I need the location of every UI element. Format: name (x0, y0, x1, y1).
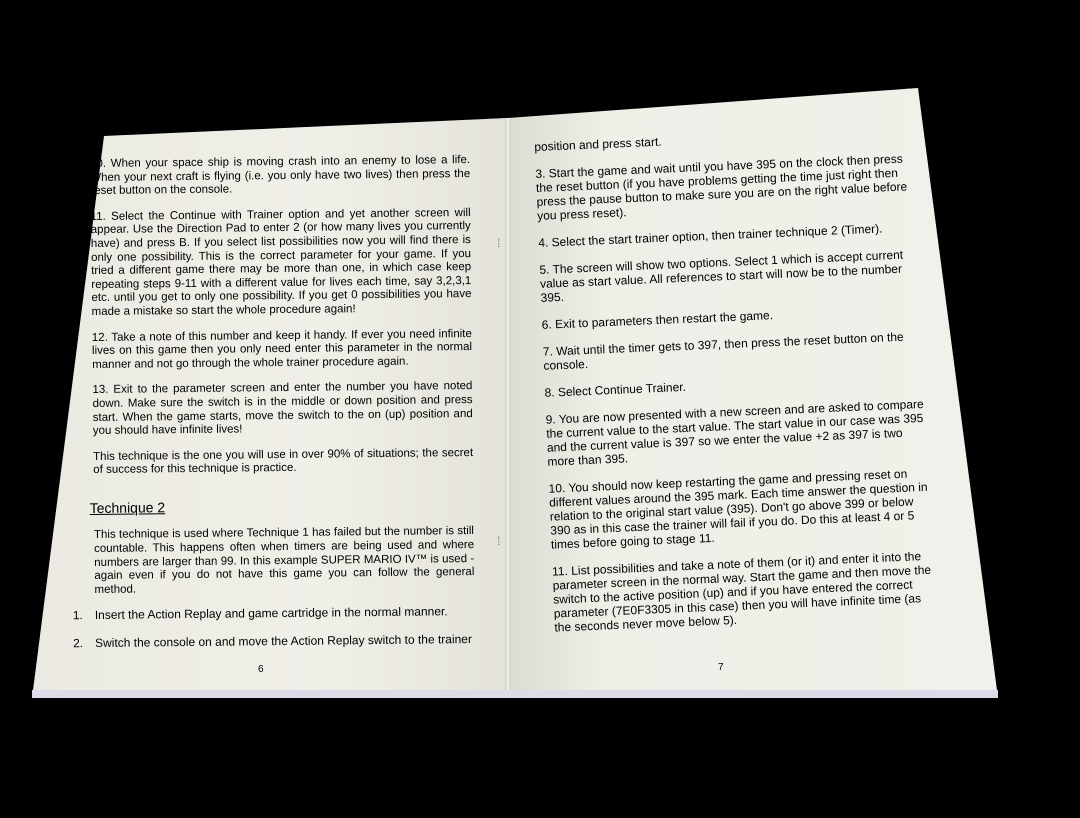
step-text: Switch the console on and move the Action Replay switch to the trainer (95, 632, 473, 651)
right-paragraph: position and press start. (534, 134, 662, 154)
step-item (73, 605, 475, 623)
staple-mark: ⁞ (497, 236, 501, 250)
left-paragraph: 11. Select the Continue with Trainer option and yet another screen will appear. Use the Direction Pad to enter 2 (or how many lives you currently have) and press B. If you select list possibilities now you will find there is only one possibility. This is the correct parameter for your game. If you tried a different game there may be more than one, in which case keep repeating steps 9-11 with a different value for lives each time, say 3,2,3,1 etc. until you get to only one possibility. If you get 0 possibilities you have made a mistake so start the whole procedure again! (90, 206, 472, 318)
right-paragraph: 8. Select Continue Trainer. (544, 379, 687, 400)
left-paragraph: 13. Exit to the parameter screen and enter the number you have noted down. Make sure the switch is in the middle or down position and press start. When the game starts, move the switch to the on (up) position and you should have infinite lives! (92, 380, 473, 438)
right-paragraph: 5. The screen will show two options. Select 1 which is accept current value as start value. All references to start will now be to the number 395. (539, 247, 904, 305)
page-number-right: 7 (718, 662, 724, 673)
left-paragraph: 10. When your space ship is moving crash into an enemy to lose a life. When your next craft is flying (i.e. you only have two lives) then press the reset button on the console. (90, 154, 471, 198)
right-paragraph: 4. Select the start trainer option, then trainer technique 2 (Timer). (538, 221, 883, 250)
step-item (73, 633, 475, 651)
step-number: 2. (73, 636, 84, 651)
left-paragraph: This technique is the one you will use in over 90% of situations; the secret of success for this technique is practice. (93, 446, 474, 477)
right-paragraph: 6. Exit to parameters then restart the game. (541, 308, 774, 332)
step-text: Insert the Action Replay and game cartridge in the normal manner. (94, 604, 448, 623)
spine (505, 118, 511, 698)
right-page-text (534, 124, 935, 647)
right-paragraph: 9. You are now presented with a new screen and are asked to compare the current value to the start value. The start value in our case was 395 and the current value is 397 so we enter the value +2 as 397 is two more than 395. (545, 396, 924, 469)
section-heading: Technique 2 (89, 499, 166, 516)
section-intro: This technique is used where Technique 1 has failed but the number is still countable. This happens often when timers are being used and where numbers are larger than 99. In this example SUPER MARIO IV™ is used - again even if you do not have this game you can follow the general method. (93, 525, 475, 596)
page-number-left: 6 (258, 664, 264, 675)
left-paragraph: 12. Take a note of this number and keep it handy. If ever you need infinite lives on this game then you only need enter this parameter in the normal manner and not go through the whole trainer procedure again. (91, 327, 473, 371)
right-paragraph: 3. Start the game and wait until you have 395 on the clock then press the reset button (if you have problems getting the time just right then press the pause button to make sure you are on the right value before you press reset). (535, 151, 908, 223)
staple-mark: ⁞ (497, 534, 501, 548)
page-edge (32, 690, 998, 698)
right-paragraph: 10. You should now keep restarting the game and pressing reset on different values around the 395 mark. Each time answer the question in relation to the original start value (395). Don't go above 399 or below 390 as in this case the trainer will fail if you do. Do this at least 4 or 5 times before going to stage 11. (548, 466, 928, 552)
step-number: 1. (72, 608, 83, 623)
right-paragraph: 7. Wait until the timer gets to 397, then press the reset button on the console. (542, 329, 904, 373)
left-page-text (72, 154, 475, 665)
right-paragraph: 11. List possibilities and take a note of them (or it) and enter it into the parameter screen in the normal way. Start the game and then move the switch to the active position (up) and if you have entered the correct parameter (7E0F3305 in this case) then you will have infinite time (as the seconds never move below 5). (551, 549, 932, 635)
